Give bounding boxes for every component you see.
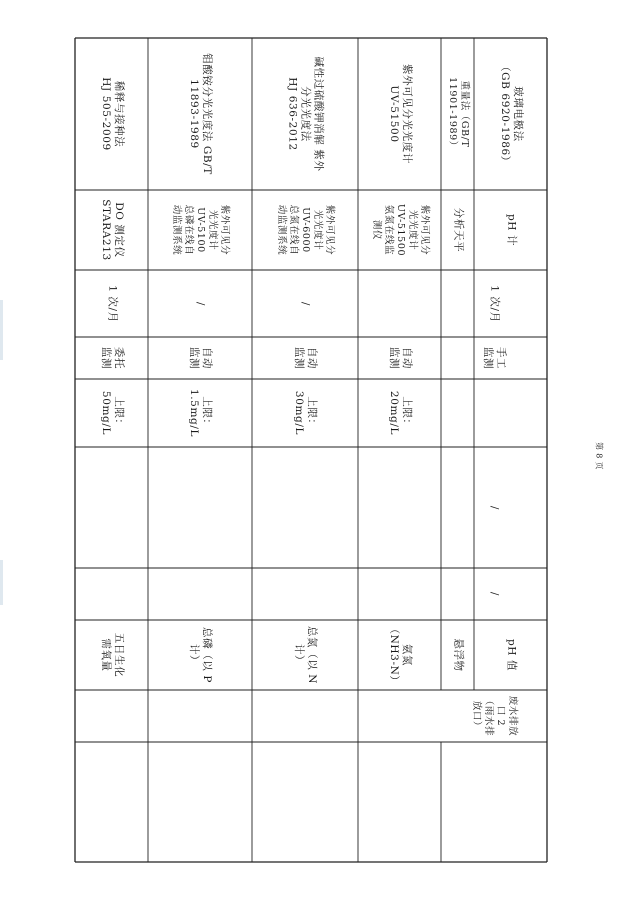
cell-instrument: 紫外可见分 光光度计 UV-6000 总氮在线自 动监测系统	[276, 204, 335, 256]
cell-monitor-mode: 自动 监测	[293, 346, 318, 370]
cell-frequency: /	[194, 301, 207, 306]
cell-pollutant: 总氮（以 N 计）	[293, 625, 318, 685]
cell-method: 碱性过硫酸钾消解 紫外 分光光度法 HJ 636-2012	[286, 56, 325, 172]
cell-frequency: /	[299, 301, 312, 306]
cell-outlet: 废水排放 口 2 （雨水排 放口）	[471, 695, 518, 737]
cell-instrument: 分析天平	[452, 207, 464, 253]
page-number: 第 8 页	[594, 442, 604, 470]
cell-c4: /	[488, 505, 501, 510]
cell-frequency: 1 次/月	[106, 284, 118, 323]
cell-method: 玻璃电极法 （GB 6920-1986）	[498, 61, 524, 167]
cell-monitor-mode: 自动 监测	[188, 346, 213, 370]
cell-instrument: DO 测定仪 STARA213	[99, 199, 125, 261]
cell-limit: 上限： 50mg/L	[99, 390, 125, 436]
cell-limit: 上限： 1.5mg/L	[188, 388, 213, 438]
cell-c3: /	[488, 591, 501, 597]
cell-pollutant: 氨氮 （NH3-N）	[387, 623, 413, 687]
cell-pollutant: 悬浮物	[452, 638, 464, 672]
cell-pollutant: pH 值	[505, 638, 517, 672]
cell-pollutant: 五日生化 需氧量	[99, 632, 125, 678]
scan-edge-mark	[0, 300, 3, 360]
cell-instrument: 紫外可见分 光光度计 UV-51500 氨氮在线监 测仪	[370, 203, 430, 257]
cell-monitor-mode: 手工 监测	[482, 346, 507, 370]
cell-limit: 上限： 30mg/L	[293, 390, 318, 436]
cell-method: 稀释与接种法 HJ 505-2009	[99, 77, 125, 151]
cell-method: 紫外可见分光光度计 UV-51500	[387, 64, 413, 164]
cell-frequency: 1 次/月	[488, 284, 501, 323]
cell-pollutant: 总磷（以 P 计）	[188, 626, 213, 684]
cell-limit: 上限： 20mg/L	[387, 390, 413, 436]
cell-method: 重量法（GB/T 11901-1989）	[446, 77, 470, 151]
cell-instrument: 紫外可见分 光光度计 UV-5100 总磷在线自 动监测系统	[171, 204, 230, 256]
cell-method: 钼酸铵分光光度法 GB/T 11893-1989	[188, 53, 213, 175]
scan-edge-mark	[0, 560, 3, 605]
cell-monitor-mode: 委托 监测	[99, 346, 125, 370]
cell-monitor-mode: 自动 监测	[387, 346, 413, 370]
cell-instrument: pH 计	[505, 213, 517, 247]
